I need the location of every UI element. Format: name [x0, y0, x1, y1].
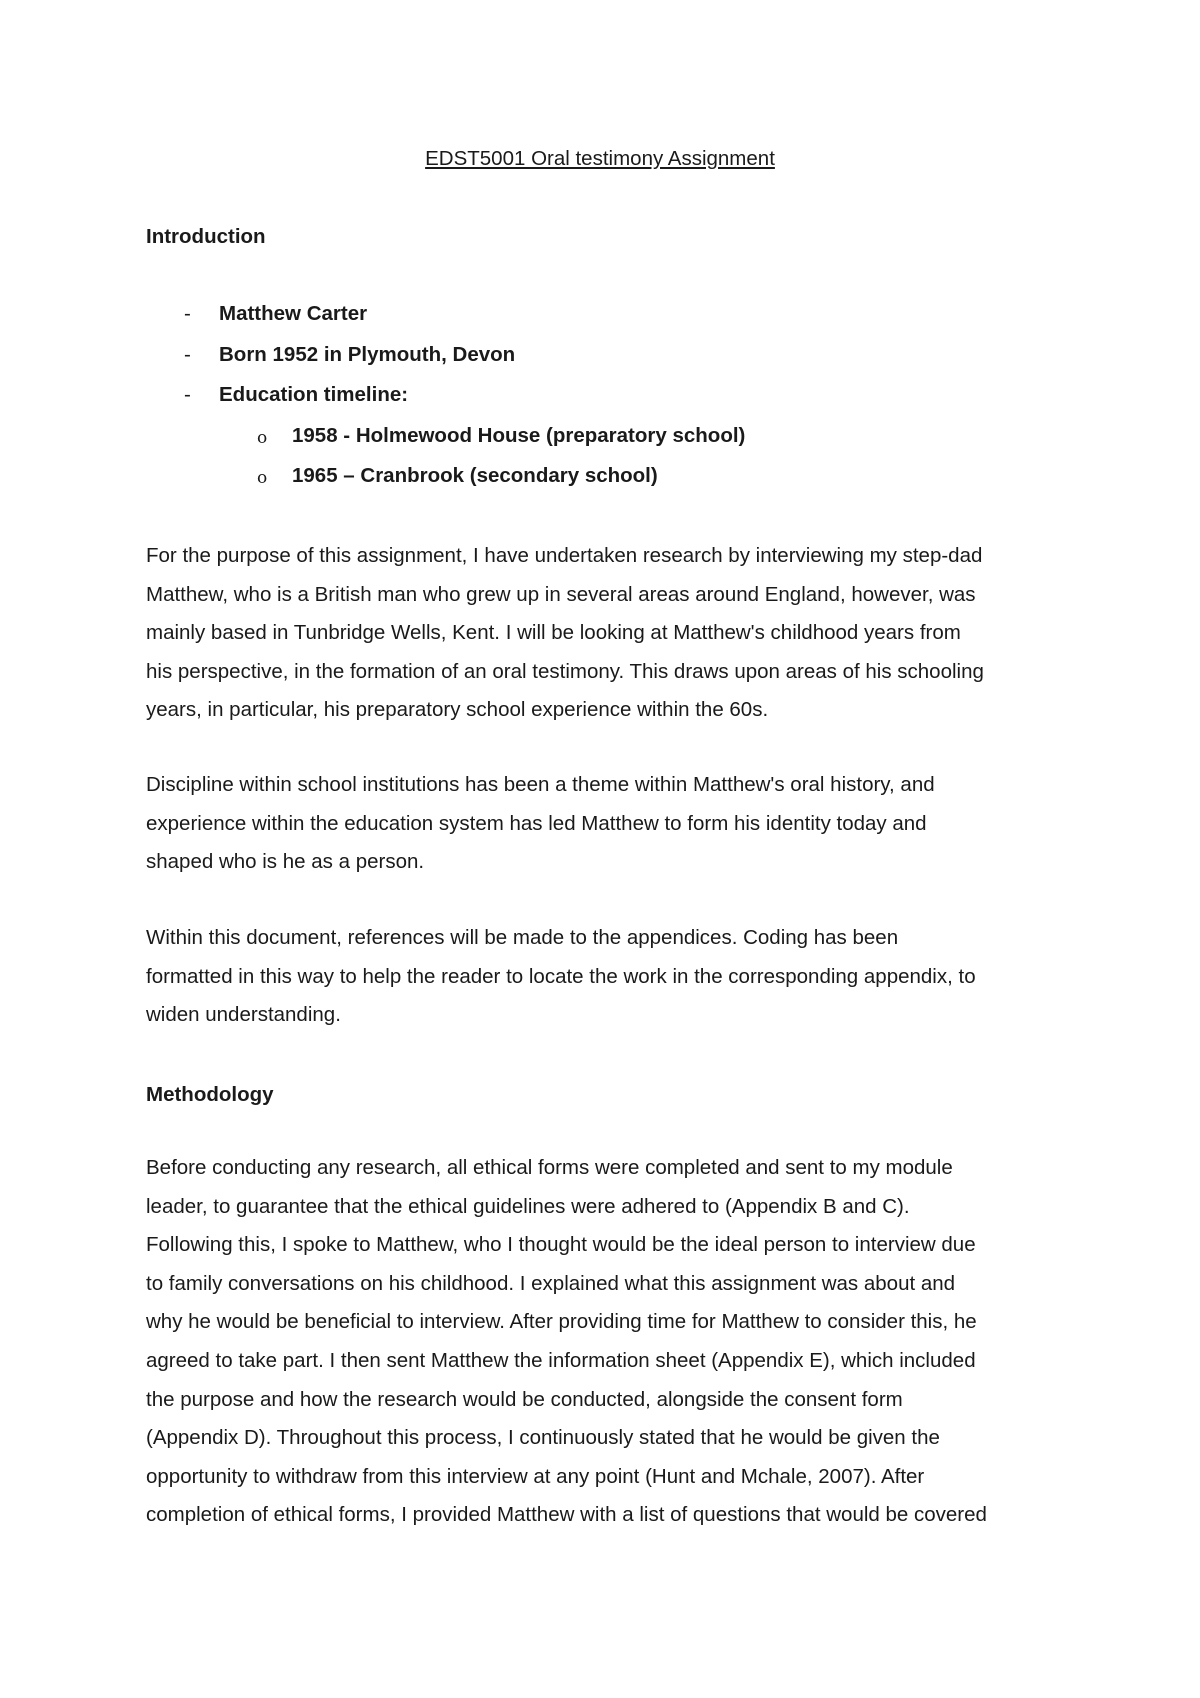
paragraph-line: leader, to guarantee that the ethical guidelines were adhered to (Appendix B and C).	[146, 1194, 910, 1218]
paragraph-line: years, in particular, his preparatory school experience within the 60s.	[146, 698, 769, 722]
paragraph-line: completion of ethical forms, I provided Matthew with a list of questions that would be covered	[146, 1503, 987, 1527]
paragraph-line: opportunity to withdraw from this interview at any point (Hunt and Mchale, 2007). After	[146, 1464, 925, 1488]
bullet-text: Matthew Carter	[219, 302, 368, 325]
paragraph-purpose	[146, 537, 1076, 730]
paragraph-line: the purpose and how the research would be conducted, alongside the consent form	[146, 1387, 903, 1411]
circle-bullet-icon: o	[257, 427, 268, 448]
introduction-heading: Introduction	[146, 225, 266, 248]
paragraph-line: formatted in this way to help the reader to locate the work in the corresponding appendix, to	[146, 964, 976, 988]
paragraph-line: shaped who is he as a person.	[146, 850, 425, 874]
paragraph-methodology	[146, 1149, 1076, 1535]
paragraph-line: (Appendix D). Throughout this process, I continuously stated that he would be given the	[146, 1426, 940, 1450]
methodology-heading: Methodology	[146, 1083, 274, 1106]
paragraph-line: agreed to take part. I then sent Matthew the information sheet (Appendix E), which included	[146, 1348, 976, 1372]
paragraph-line: Matthew, who is a British man who grew up in several areas around England, however, was	[146, 582, 976, 606]
paragraph-line: Within this document, references will be made to the appendices. Coding has been	[146, 926, 899, 949]
paragraph-line: to family conversations on his childhood. I explained what this assignment was about and	[146, 1271, 956, 1295]
dash-bullet-icon: -	[184, 302, 191, 325]
paragraph-line: For the purpose of this assignment, I have undertaken research by interviewing my step-dad	[146, 544, 983, 567]
paragraph-appendices	[146, 919, 1076, 1035]
paragraph-line: mainly based in Tunbridge Wells, Kent. I will be looking at Matthew's childhood years from	[146, 621, 961, 645]
sub-bullet-text: 1965 – Cranbrook (secondary school)	[292, 464, 658, 487]
bullet-text: Born 1952 in Plymouth, Devon	[219, 342, 516, 366]
bullet-text: Education timeline:	[219, 383, 409, 406]
sub-bullet-text: 1958 - Holmewood House (preparatory school)	[292, 423, 746, 447]
dash-bullet-icon: -	[184, 342, 191, 366]
paragraph-line: Discipline within school institutions has been a theme within Matthew's oral history, and	[146, 773, 935, 796]
dash-bullet-icon: -	[184, 383, 191, 406]
paragraph-line: Following this, I spoke to Matthew, who I thought would be the ideal person to interview due	[146, 1233, 976, 1257]
paragraph-line: Before conducting any research, all ethical forms were completed and sent to my module	[146, 1156, 953, 1179]
document-title: EDST5001 Oral testimony Assignment	[425, 147, 775, 170]
circle-bullet-icon: o	[257, 468, 268, 488]
paragraph-line: why he would be beneficial to interview. After providing time for Matthew to consider this, he	[146, 1310, 977, 1334]
paragraph-discipline	[146, 766, 1076, 882]
paragraph-line: experience within the education system has led Matthew to form his identity today and	[146, 811, 927, 835]
paragraph-line: his perspective, in the formation of an oral testimony. This draws upon areas of his schooling	[146, 659, 984, 683]
paragraph-line: widen understanding.	[146, 1003, 341, 1027]
